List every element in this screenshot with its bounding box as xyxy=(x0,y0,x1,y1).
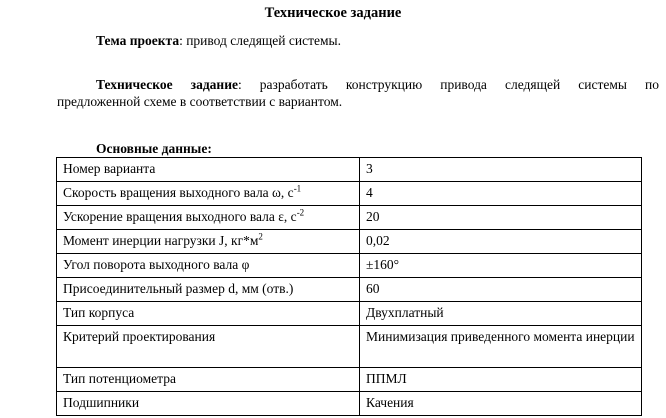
technical-task-label: Техническое задание xyxy=(96,77,238,92)
technical-task-line-1-text: : разработать конструкцию привода следящей системы по xyxy=(237,77,659,92)
table-row xyxy=(57,158,642,182)
param-cell xyxy=(57,230,360,254)
param-cell xyxy=(57,326,360,368)
param-cell xyxy=(57,368,360,392)
project-topic-label: Тема проекта xyxy=(96,33,180,48)
param-cell xyxy=(57,158,360,182)
table-row xyxy=(57,182,642,206)
param-name: Скорость вращения выходного вала ω, с xyxy=(63,185,294,200)
value-cell: Качения xyxy=(360,392,642,416)
value-cell: ППМЛ xyxy=(360,368,642,392)
table-row xyxy=(57,392,642,416)
project-topic-text: : привод следящей системы. xyxy=(179,33,341,48)
param-name: Номер варианта xyxy=(63,161,156,176)
param-name: Критерий проектирования xyxy=(63,329,216,344)
value-cell: 0,02 xyxy=(360,230,642,254)
table-row xyxy=(57,230,642,254)
main-data-heading: Основные данные: xyxy=(96,141,212,156)
table-row xyxy=(57,302,642,326)
table-row xyxy=(57,278,642,302)
table-row xyxy=(57,206,642,230)
param-cell xyxy=(57,182,360,206)
value-cell: Двухплатный xyxy=(360,302,642,326)
param-cell xyxy=(57,392,360,416)
document-title: Техническое задание xyxy=(264,5,402,21)
param-unit-exponent: -2 xyxy=(296,207,305,218)
param-name: Присоединительный размер d, мм (отв.) xyxy=(63,281,294,296)
value-cell: 20 xyxy=(360,206,642,230)
param-unit-exponent: -1 xyxy=(293,183,302,194)
param-name: Момент инерции нагрузки J, кг*м xyxy=(63,233,259,248)
table-row xyxy=(57,368,642,392)
param-unit-exponent: 2 xyxy=(258,231,263,242)
main-data-table xyxy=(56,157,642,416)
value-cell: Минимизация приведенного момента инерции xyxy=(360,326,642,368)
param-name: Ускорение вращения выходного вала ε, с xyxy=(63,209,297,224)
value-cell: 3 xyxy=(360,158,642,182)
param-name: Тип корпуса xyxy=(63,305,135,320)
param-cell xyxy=(57,278,360,302)
param-cell xyxy=(57,254,360,278)
technical-task-paragraph xyxy=(57,76,659,110)
technical-task-line-2: предложенной схеме в соответствии с вариантом. xyxy=(57,94,343,109)
param-name: Подшипники xyxy=(63,395,140,410)
param-cell xyxy=(57,302,360,326)
project-topic xyxy=(96,32,341,49)
param-cell xyxy=(57,206,360,230)
param-name: Угол поворота выходного вала φ xyxy=(63,257,250,272)
value-cell: 60 xyxy=(360,278,642,302)
technical-task-line-1 xyxy=(57,76,659,93)
table-row xyxy=(57,326,642,368)
value-cell: 4 xyxy=(360,182,642,206)
table-row xyxy=(57,254,642,278)
value-cell: ±160° xyxy=(360,254,642,278)
param-name: Тип потенциометра xyxy=(63,371,176,386)
